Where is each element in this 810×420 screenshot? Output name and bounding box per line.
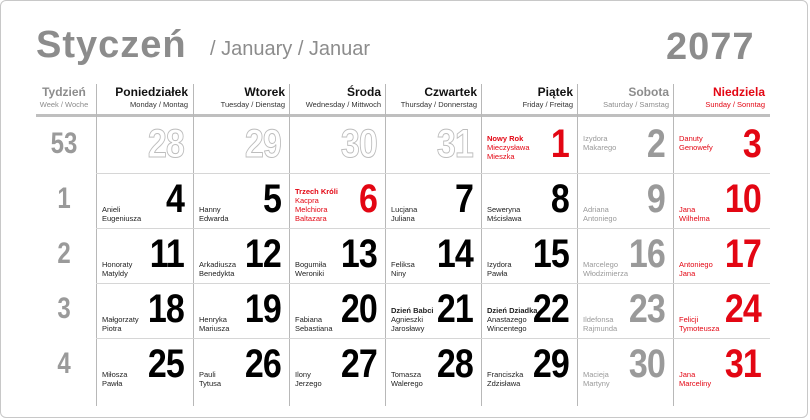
day-number[interactable]: 13 <box>340 232 377 276</box>
day-number[interactable]: 16 <box>628 232 665 276</box>
day-name: Poniedziałek <box>115 85 188 99</box>
nameday: Mścisława <box>487 214 522 223</box>
nameday: Sebastiana <box>295 324 333 333</box>
nameday-list <box>487 134 547 161</box>
nameday: Baltazara <box>295 214 327 223</box>
nameday: Mieszka <box>487 152 515 161</box>
day-translation: Thursday / Donnerstag <box>400 100 477 109</box>
nameday: Fabiana <box>295 315 323 324</box>
nameday-list <box>391 370 451 388</box>
nameday: Antoniego <box>583 214 617 223</box>
nameday-list <box>199 370 259 388</box>
nameday-list <box>199 315 259 333</box>
nameday-list <box>679 205 739 223</box>
nameday-list <box>391 205 451 223</box>
day-number[interactable]: 28 <box>436 342 473 386</box>
nameday: Eugeniusza <box>102 214 142 223</box>
nameday: Lucjana <box>391 205 418 214</box>
nameday: Makarego <box>583 143 617 152</box>
nameday: Jana <box>679 269 696 278</box>
nameday-list <box>295 370 355 388</box>
nameday: Feliksa <box>391 260 415 269</box>
nameday: Mariusza <box>199 324 230 333</box>
nameday-list <box>102 370 162 388</box>
nameday-list <box>199 260 259 278</box>
nameday-list <box>295 187 355 223</box>
nameday-list <box>487 306 547 333</box>
year-title: 2077 <box>666 26 755 68</box>
day-number[interactable]: 18 <box>147 287 184 331</box>
nameday-list <box>487 370 547 388</box>
nameday: Marcelego <box>583 260 619 269</box>
nameday: Mieczysława <box>487 143 530 152</box>
nameday: Agnieszki <box>391 315 424 324</box>
nameday: Tytusa <box>199 379 222 388</box>
nameday: Seweryna <box>487 205 521 214</box>
row-divider <box>96 228 770 229</box>
day-number[interactable]: 3 <box>742 122 761 166</box>
nameday-list <box>583 205 643 223</box>
nameday-list <box>583 260 643 278</box>
nameday: Genowefy <box>679 143 713 152</box>
day-number[interactable]: 6 <box>358 177 377 221</box>
nameday: Juliana <box>391 214 415 223</box>
day-number[interactable]: 30 <box>340 122 377 166</box>
nameday: Marceliny <box>679 379 712 388</box>
nameday-list <box>102 205 162 223</box>
day-number[interactable]: 1 <box>550 122 569 166</box>
day-number[interactable]: 27 <box>340 342 377 386</box>
nameday: Miłosza <box>102 370 128 379</box>
day-translation: Monday / Montag <box>130 100 188 109</box>
nameday-list <box>583 134 643 152</box>
holiday-name: Nowy Rok <box>487 134 524 143</box>
column-divider <box>385 84 386 406</box>
nameday: Matyldy <box>102 269 128 278</box>
month-translation: / January / Januar <box>210 38 371 60</box>
nameday: Arkadiusza <box>199 260 237 269</box>
day-name: Czwartek <box>424 85 477 99</box>
day-header-3 <box>289 85 381 115</box>
nameday-list <box>487 205 547 223</box>
row-divider <box>96 283 770 284</box>
nameday: Anastazego <box>487 315 527 324</box>
week-label: Tydzień <box>42 85 86 99</box>
day-name: Piątek <box>537 85 573 99</box>
month-title: Styczeń <box>36 24 187 66</box>
nameday: Izydora <box>583 134 608 143</box>
day-name: Sobota <box>628 85 669 99</box>
day-translation: Tuesday / Dienstag <box>220 100 285 109</box>
nameday-list <box>679 134 739 152</box>
nameday: Anieli <box>102 205 121 214</box>
nameday: Tomasza <box>391 370 422 379</box>
day-number[interactable]: 23 <box>628 287 665 331</box>
row-divider <box>96 173 770 174</box>
day-number[interactable]: 20 <box>340 287 377 331</box>
day-number[interactable]: 17 <box>724 232 761 276</box>
nameday-list <box>679 260 739 278</box>
day-number[interactable]: 24 <box>724 287 761 331</box>
day-number[interactable]: 15 <box>532 232 569 276</box>
day-number[interactable]: 2 <box>646 122 665 166</box>
day-number[interactable]: 9 <box>646 177 665 221</box>
nameday: Jerzego <box>295 379 322 388</box>
day-number[interactable]: 30 <box>628 342 665 386</box>
nameday-list <box>391 306 451 333</box>
day-number[interactable]: 8 <box>550 177 569 221</box>
day-header-7 <box>673 85 765 115</box>
day-number[interactable]: 10 <box>724 177 761 221</box>
nameday: Małgorzaty <box>102 315 139 324</box>
week-column-header <box>36 85 92 115</box>
week-sublabel: Week / Woche <box>39 100 89 109</box>
nameday-list <box>391 260 451 278</box>
nameday: Wilhelma <box>679 214 710 223</box>
nameday: Macieja <box>583 370 609 379</box>
nameday: Pawła <box>102 379 123 388</box>
day-number[interactable]: 29 <box>244 122 281 166</box>
day-translation: Sunday / Sonntag <box>705 100 765 109</box>
nameday-list <box>199 205 259 223</box>
nameday-list <box>583 315 643 333</box>
nameday: Hanny <box>199 205 221 214</box>
nameday: Pauli <box>199 370 216 379</box>
day-number[interactable]: 29 <box>532 342 569 386</box>
day-header-6 <box>577 85 669 115</box>
nameday: Jana <box>679 370 696 379</box>
nameday: Bogumiła <box>295 260 327 269</box>
day-number[interactable]: 19 <box>244 287 281 331</box>
holiday-name: Dzień Dziadka <box>487 306 538 315</box>
day-header-4 <box>385 85 477 115</box>
nameday: Piotra <box>102 324 122 333</box>
column-divider <box>289 84 290 406</box>
nameday-list <box>487 260 547 278</box>
day-number[interactable]: 12 <box>244 232 281 276</box>
nameday-list <box>679 315 739 333</box>
nameday: Ilony <box>295 370 311 379</box>
day-number[interactable]: 31 <box>436 122 473 166</box>
column-divider <box>481 84 482 406</box>
nameday-list <box>102 260 162 278</box>
nameday: Niny <box>391 269 407 278</box>
nameday: Benedykta <box>199 269 235 278</box>
day-number[interactable]: 31 <box>724 342 761 386</box>
nameday: Jarosławy <box>391 324 425 333</box>
holiday-name: Dzień Babci <box>391 306 434 315</box>
day-name: Wtorek <box>244 85 285 99</box>
week-number: 1 <box>57 182 71 215</box>
nameday: Edwarda <box>199 214 229 223</box>
day-translation: Friday / Freitag <box>522 100 573 109</box>
week-number: 53 <box>50 127 78 160</box>
nameday: Pawła <box>487 269 508 278</box>
column-divider <box>193 84 194 406</box>
nameday: Rajmunda <box>583 324 618 333</box>
nameday: Włodzimierza <box>583 269 629 278</box>
day-number[interactable]: 14 <box>436 232 473 276</box>
column-divider <box>96 84 97 406</box>
day-number[interactable]: 22 <box>532 287 569 331</box>
nameday: Jana <box>679 205 696 214</box>
nameday-list <box>295 260 355 278</box>
nameday: Izydora <box>487 260 512 269</box>
holiday-name: Trzech Króli <box>295 187 338 196</box>
day-number[interactable]: 26 <box>244 342 281 386</box>
nameday-list <box>102 315 162 333</box>
day-translation: Saturday / Samstag <box>603 100 669 109</box>
week-number: 3 <box>57 292 71 325</box>
day-number[interactable]: 21 <box>436 287 473 331</box>
nameday: Kacpra <box>295 196 319 205</box>
nameday: Felicji <box>679 315 699 324</box>
column-divider <box>577 84 578 406</box>
nameday: Adriana <box>583 205 609 214</box>
nameday-list <box>679 370 739 388</box>
nameday: Zdzisława <box>487 379 521 388</box>
nameday: Franciszka <box>487 370 524 379</box>
nameday: Henryka <box>199 315 227 324</box>
day-number[interactable]: 11 <box>149 232 184 276</box>
day-name: Niedziela <box>712 85 765 99</box>
nameday: Wincentego <box>487 324 527 333</box>
day-number[interactable]: 28 <box>147 122 184 166</box>
day-number[interactable]: 25 <box>147 342 184 386</box>
day-header-1 <box>96 85 188 115</box>
week-number: 2 <box>57 237 71 270</box>
nameday: Danuty <box>679 134 703 143</box>
day-name: Środa <box>346 85 381 99</box>
day-number[interactable]: 7 <box>454 177 473 221</box>
nameday: Tymoteusza <box>679 324 720 333</box>
day-number[interactable]: 5 <box>262 177 281 221</box>
day-number[interactable]: 4 <box>165 177 184 221</box>
nameday: Martyny <box>583 379 610 388</box>
nameday-list <box>583 370 643 388</box>
row-divider <box>96 338 770 339</box>
nameday: Antoniego <box>679 260 713 269</box>
day-header-2 <box>193 85 285 115</box>
nameday: Melchiora <box>295 205 328 214</box>
nameday-list <box>295 315 355 333</box>
nameday: Walerego <box>391 379 423 388</box>
week-number: 4 <box>57 347 71 380</box>
nameday: Honoraty <box>102 260 133 269</box>
nameday: Ildefonsa <box>583 315 614 324</box>
day-translation: Wednesday / Mittwoch <box>305 100 381 109</box>
nameday: Weroniki <box>295 269 325 278</box>
day-header-5 <box>481 85 573 115</box>
column-divider <box>673 84 674 406</box>
